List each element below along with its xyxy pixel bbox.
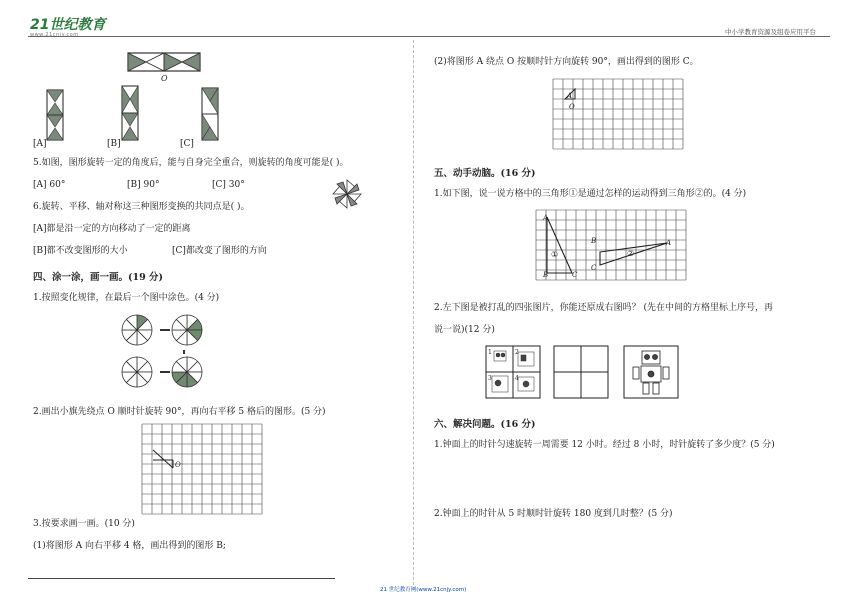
s4-question-3-part-1: (1)将图形 A 向右平移 4 格，画出得到的图形 B; <box>33 541 226 551</box>
s4-question-1: 1.按照变化规律，在最后一个图中涂色。(4 分) <box>33 293 220 303</box>
s4-question-3-part-2: (2)将图形 A 绕点 O 按顺时针方向旋转 90°，画出得到的图形 C。 <box>434 57 699 67</box>
triangle-grid <box>536 210 686 286</box>
circle-pattern-figure <box>120 310 210 392</box>
section-5-heading: 五、动手动脑。(16 分) <box>434 168 536 179</box>
piece-number-4: 4 <box>515 375 519 382</box>
pinwheel-figure <box>331 178 363 210</box>
q5-option-a: [A] 60° <box>33 180 66 190</box>
section-6-heading: 六、解决问题。(16 分) <box>434 419 536 430</box>
header-rule <box>28 36 830 37</box>
rotate-grid <box>553 79 683 155</box>
flag-grid <box>142 424 268 514</box>
tri2-label-b: B <box>591 237 597 245</box>
q6-option-b: [B]都不改变图形的大小 <box>33 246 128 256</box>
footer-text: 21 世纪教育网(www.21cnjy.com) <box>380 587 467 593</box>
q6-option-c: [C]都改变了图形的方向 <box>172 246 267 256</box>
piece-number-3: 3 <box>488 375 492 382</box>
tri2-number: ② <box>627 249 635 258</box>
site-logo <box>30 14 105 38</box>
s6-question-1: 1.钟面上的时针匀速旋转一周需要 12 小时。经过 8 小时，时针旋转了多少度？(5 分) <box>434 440 775 450</box>
question-5: 5.如图，图形旋转一定的角度后，能与自身完全重合，则旋转的角度可能是( )。 <box>33 158 349 168</box>
piece-number-1: 1 <box>488 349 492 356</box>
q5-option-c: [C] 30° <box>212 180 245 190</box>
robot-picture <box>624 346 680 400</box>
footer-rule <box>28 578 335 579</box>
piece-number-2: 2 <box>515 349 519 356</box>
empty-answer-grid <box>554 346 610 400</box>
s4-question-2: 2.画出小旗先绕点 O 顺时针旋转 90°，再向右平移 5 格后的图形。(5 分) <box>33 407 326 417</box>
section-4-heading: 四、涂一涂，画一画。(19 分) <box>33 272 164 283</box>
option-c-figure <box>202 88 220 142</box>
logo-url: www.21cnjy.com <box>30 32 79 38</box>
s5-question-2-line-2: 说一说)(12 分) <box>434 325 495 335</box>
tri2-label-c: C <box>591 264 597 272</box>
option-b-figure <box>122 86 140 142</box>
tri1-label-c: C <box>572 271 578 279</box>
rotate-grid-label-a: A <box>567 92 573 100</box>
tri1-label-a: A <box>543 214 549 222</box>
question-6: 6.旋转、平移、轴对称这三种图形变换的共同点是( )。 <box>33 202 250 212</box>
tri1-number: ① <box>551 250 559 259</box>
s5-question-1: 1.如下图，说一说方格中的三角形①是通过怎样的运动得到三角形②的。(4 分) <box>434 189 747 199</box>
logo-text: 21世纪教育 <box>30 17 106 33</box>
rotation-figure-top <box>128 52 202 74</box>
s4-question-3: 3.按要求画一画。(10 分) <box>33 519 135 529</box>
choice-c-label: [C] <box>180 139 194 149</box>
q5-option-b: [B] 90° <box>127 180 160 190</box>
option-a-figure <box>47 90 65 142</box>
header-platform-text: 中小学教育资源及组卷应用平台 <box>725 28 816 36</box>
rotate-grid-label-o: O <box>569 103 575 111</box>
column-divider <box>413 40 414 590</box>
flag-grid-point-o: O <box>175 461 181 469</box>
tri2-label-a: A <box>666 239 672 247</box>
q6-option-a: [A]都是沿一定的方向移动了一定的距离 <box>33 224 191 234</box>
figure-point-o: O <box>161 74 168 83</box>
scrambled-robot-pictures <box>486 346 542 400</box>
tri1-label-b: B <box>543 271 549 279</box>
choice-b-label: [B] <box>107 139 121 149</box>
s5-question-2-line-1: 2.左下图是被打乱的四张图片，你能还原成右图吗？ (先在中间的方格里标上序号，再 <box>434 303 773 313</box>
s6-question-2: 2.钟面上的时针从 5 时顺时针旋转 180 度到几时整？(5 分) <box>434 509 673 519</box>
choice-a-label: [A] <box>33 139 47 149</box>
